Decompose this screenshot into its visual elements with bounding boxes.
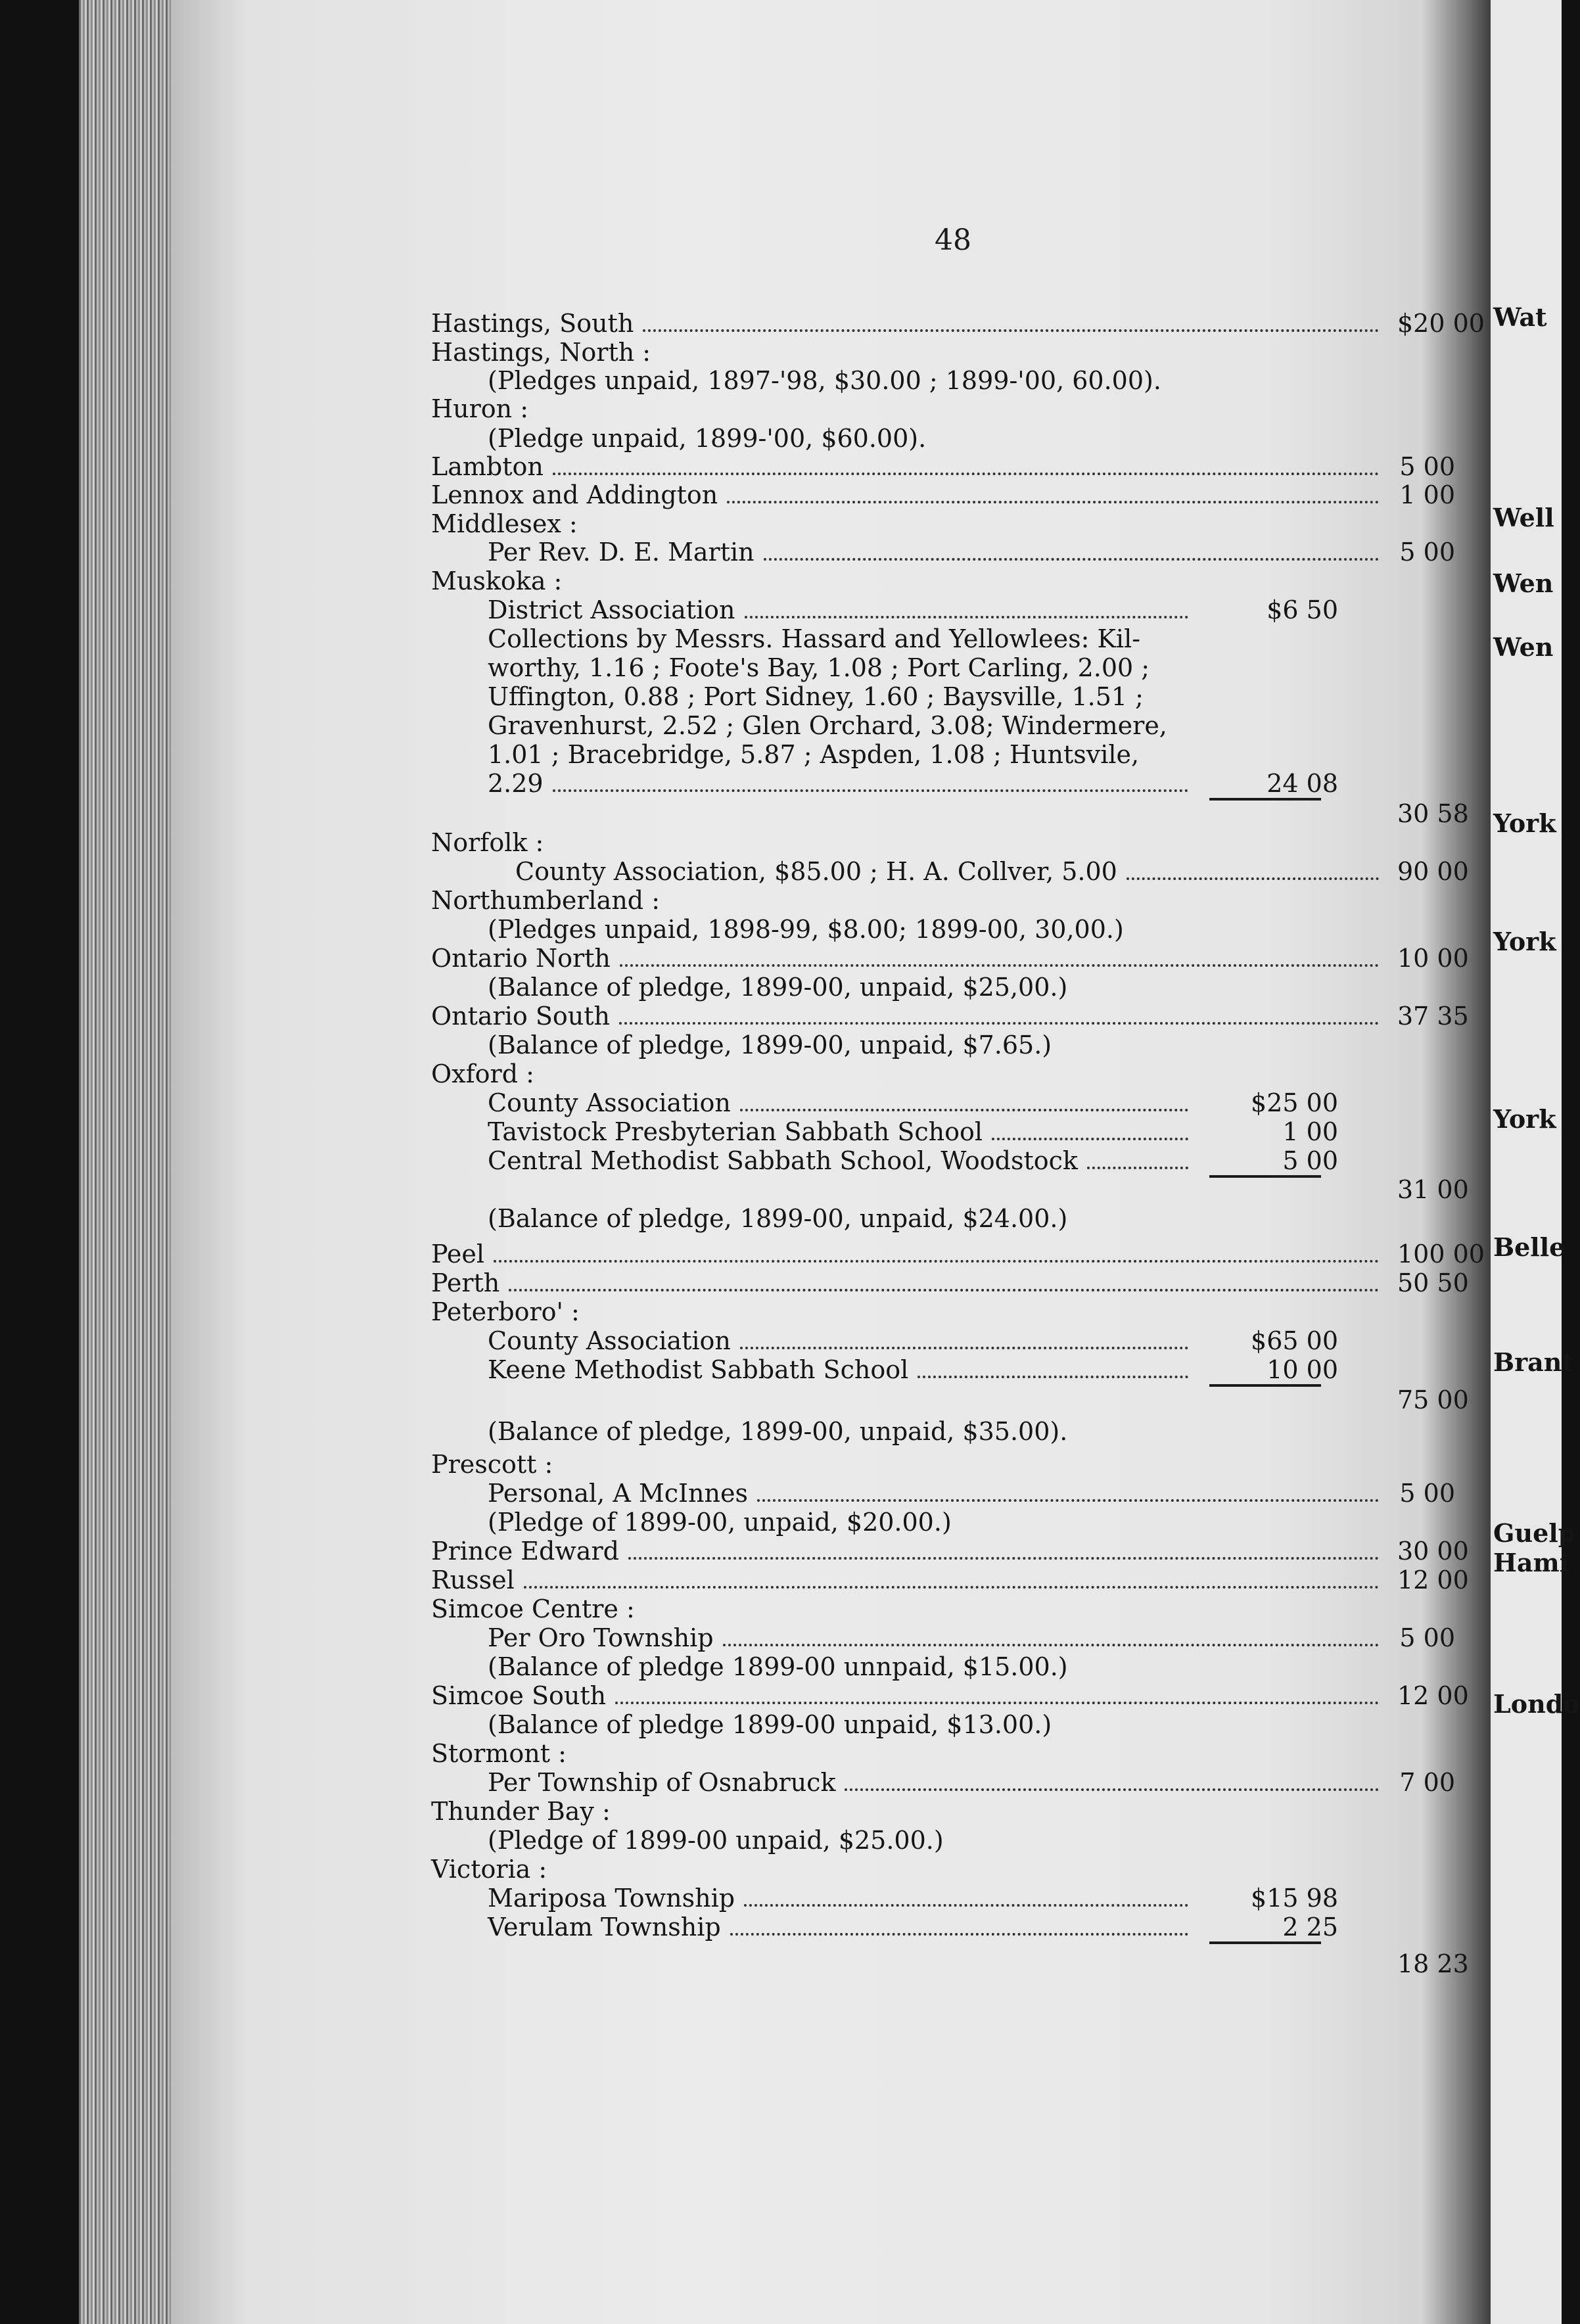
facing-page-fragment: York xyxy=(1493,808,1556,838)
dot-leader xyxy=(509,1289,1379,1291)
subtotal-amount: 24 08 xyxy=(1266,769,1338,798)
ledger-label: Hastings, North : xyxy=(431,338,651,367)
ledger-label: 2.29 xyxy=(488,769,544,798)
page-edges xyxy=(79,0,177,2324)
ledger-line xyxy=(431,886,1456,915)
subtotal-amount: 10 00 xyxy=(1266,1355,1338,1384)
ledger-label: Per Rev. D. E. Martin xyxy=(488,538,755,567)
ledger-line xyxy=(431,1566,1469,1594)
dot-leader xyxy=(845,1788,1379,1791)
ledger-line xyxy=(488,682,1456,711)
ledger-label: Peterboro' : xyxy=(431,1297,580,1326)
ledger-label: Simcoe South xyxy=(431,1681,607,1710)
ledger-label: worthy, 1.16 ; Foote's Bay, 1.08 ; Port Carling, 2.00 ; xyxy=(488,653,1150,682)
ledger-label: (Balance of pledge 1899-00 unnpaid, $15.00.) xyxy=(488,1652,1068,1681)
ledger-line xyxy=(431,1297,1456,1326)
ledger-line xyxy=(431,1268,1469,1297)
ledger-line xyxy=(431,1797,1456,1826)
facing-page-fragment: Wat xyxy=(1493,302,1547,332)
ledger-label: Personal, A McInnes xyxy=(488,1479,748,1508)
ledger-label: Victoria : xyxy=(431,1855,547,1884)
ledger-label: Russel xyxy=(431,1566,515,1594)
ledger-line xyxy=(431,309,1485,338)
ledger-line xyxy=(488,1355,1456,1384)
ledger-label: (Pledge of 1899-00, unpaid, $20.00.) xyxy=(488,1508,952,1537)
facing-page-fragment: Guelp xyxy=(1493,1518,1576,1548)
dot-leader xyxy=(764,558,1379,561)
total-amount: 5 00 xyxy=(1399,452,1455,481)
total-amount: 100 00 xyxy=(1397,1240,1485,1268)
ledger-line xyxy=(431,828,1456,857)
ledger-line xyxy=(488,624,1456,653)
ledger-label: Middlesex : xyxy=(431,509,578,538)
ledger-line xyxy=(431,452,1456,481)
ledger-line xyxy=(431,1002,1469,1031)
ledger-label: (Balance of pledge, 1899-00, unpaid, $7.65.) xyxy=(488,1031,1052,1059)
facing-page-fragment: Wen xyxy=(1493,632,1554,662)
ledger-label: Hastings, South xyxy=(431,309,634,338)
ledger-line xyxy=(431,1059,1456,1088)
facing-page xyxy=(1491,0,1580,2324)
total-amount: 5 00 xyxy=(1399,1479,1455,1508)
ledger-line xyxy=(488,1479,1456,1508)
ledger-line xyxy=(488,740,1456,769)
dot-leader xyxy=(553,789,1188,792)
subtotal-amount: $6 50 xyxy=(1266,595,1338,624)
ledger-label: Ontario South xyxy=(431,1002,610,1031)
dot-leader xyxy=(727,501,1379,503)
facing-page-fragment: Well xyxy=(1493,503,1554,532)
total-amount: 5 00 xyxy=(1399,1623,1455,1652)
ledger-line xyxy=(431,1739,1456,1768)
total-amount: 10 00 xyxy=(1397,944,1469,973)
dot-leader xyxy=(1087,1167,1188,1169)
ledger-label: District Association xyxy=(488,595,735,624)
ledger-line xyxy=(431,1385,1469,1414)
ledger-label: Ontario North xyxy=(431,944,611,973)
ledger-line xyxy=(431,1450,1456,1479)
total-amount: 30 00 xyxy=(1397,1537,1469,1566)
ledger-line xyxy=(431,1240,1485,1268)
facing-page-fragment: Hami xyxy=(1493,1548,1569,1577)
ledger-line xyxy=(488,1710,1456,1739)
ledger-label: Central Methodist Sabbath School, Woodstock xyxy=(488,1146,1078,1175)
facing-page-fragment: York xyxy=(1493,927,1556,956)
total-amount: 37 35 xyxy=(1397,1002,1469,1031)
ledger-line xyxy=(488,1088,1456,1117)
dot-leader xyxy=(740,1347,1188,1349)
ledger-label: Tavistock Presbyterian Sabbath School xyxy=(488,1117,983,1146)
ledger-line xyxy=(488,973,1456,1002)
ledger-line xyxy=(488,538,1456,567)
subtotal-amount: $15 98 xyxy=(1251,1884,1338,1913)
ledger-line xyxy=(488,1326,1456,1355)
ledger-line xyxy=(488,1508,1456,1537)
ledger-label: (Pledge unpaid, 1899-'00, $60.00). xyxy=(488,424,927,453)
ledger-line xyxy=(431,480,1456,509)
ledger-label: (Balance of pledge 1899-00 unpaid, $13.00.) xyxy=(488,1710,1052,1739)
total-amount: 18 23 xyxy=(1397,1949,1469,1978)
total-amount: 90 00 xyxy=(1397,857,1469,886)
ledger-line xyxy=(431,1949,1469,1978)
dot-leader xyxy=(619,1022,1379,1025)
ledger-line xyxy=(488,1117,1456,1146)
ledger-line xyxy=(488,366,1456,395)
dot-leader xyxy=(1127,877,1379,880)
ledger-label: (Balance of pledge, 1899-00, unpaid, $35.00). xyxy=(488,1417,1068,1446)
ledger-line xyxy=(431,394,1456,423)
dot-leader xyxy=(723,1644,1379,1646)
facing-page-fragment: Belle xyxy=(1493,1232,1566,1262)
ledger-label: Stormont : xyxy=(431,1739,567,1768)
ledger-line xyxy=(431,944,1469,973)
ledger-label: Lennox and Addington xyxy=(431,480,718,509)
ledger-label: Simcoe Centre : xyxy=(431,1594,635,1623)
total-amount: 75 00 xyxy=(1397,1385,1469,1414)
subtotal-amount: 1 00 xyxy=(1282,1117,1338,1146)
total-amount: 12 00 xyxy=(1397,1681,1469,1710)
total-amount: 7 00 xyxy=(1399,1768,1455,1797)
subtotal-amount: $65 00 xyxy=(1251,1326,1338,1355)
total-amount: 12 00 xyxy=(1397,1566,1469,1594)
ledger-line xyxy=(431,799,1469,828)
ledger-line xyxy=(488,653,1456,682)
ledger-label: (Pledges unpaid, 1898-99, $8.00; 1899-00, 30,00.) xyxy=(488,915,1124,944)
ledger-label: Prince Edward xyxy=(431,1537,619,1566)
ledger-line xyxy=(431,1855,1456,1884)
ledger-label: Perth xyxy=(431,1268,500,1297)
ledger-label: Thunder Bay : xyxy=(431,1797,611,1826)
ledger-label: Lambton xyxy=(431,452,544,481)
ledger-label: Northumberland : xyxy=(431,886,661,915)
dot-leader xyxy=(740,1109,1188,1111)
ledger-line xyxy=(488,1031,1456,1059)
ledger-label: Oxford : xyxy=(431,1059,534,1088)
facing-page-fragment: Wen xyxy=(1493,569,1554,598)
ledger-line xyxy=(488,1204,1456,1233)
ledger-line xyxy=(488,1884,1456,1913)
total-amount: 50 50 xyxy=(1397,1268,1469,1297)
ledger-line xyxy=(431,1681,1469,1710)
ledger-label: Muskoka : xyxy=(431,567,563,595)
dot-leader xyxy=(744,1904,1188,1907)
ledger-label: Gravenhurst, 2.52 ; Glen Orchard, 3.08; Windermere, xyxy=(488,711,1167,740)
facing-page-fragment: Brant xyxy=(1493,1347,1573,1377)
ledger-line xyxy=(488,915,1456,944)
ledger-label: County Association xyxy=(488,1326,731,1355)
dot-leader xyxy=(628,1557,1379,1560)
facing-page-fragment: Londo xyxy=(1493,1689,1580,1719)
ledger-label: Mariposa Township xyxy=(488,1884,735,1913)
ledger-line xyxy=(431,1594,1456,1623)
ledger-label: County Association xyxy=(488,1088,731,1117)
ledger-line xyxy=(431,509,1456,538)
total-amount: 31 00 xyxy=(1397,1175,1469,1204)
ledger-label: Peel xyxy=(431,1240,484,1268)
ledger-line xyxy=(515,857,1469,886)
ledger-label: County Association, $85.00 ; H. A. Collver, 5.00 xyxy=(515,857,1117,886)
ledger-label: (Balance of pledge, 1899-00, unpaid, $25,00.) xyxy=(488,973,1068,1002)
ledger-label: (Pledges unpaid, 1897-'98, $30.00 ; 1899-'00, 60.00). xyxy=(488,366,1161,395)
ledger-label: Verulam Township xyxy=(488,1913,721,1941)
ledger-line xyxy=(488,711,1456,740)
ledger-line xyxy=(488,1417,1456,1446)
ledger-label: (Pledge of 1899-00 unpaid, $25.00.) xyxy=(488,1826,944,1855)
sum-rule xyxy=(1209,1941,1321,1944)
page-number: 48 xyxy=(935,223,971,257)
ledger-line xyxy=(488,1652,1456,1681)
ledger-line xyxy=(488,769,1456,798)
ledger-label: Uffington, 0.88 ; Port Sidney, 1.60 ; Baysville, 1.51 ; xyxy=(488,682,1144,711)
subtotal-amount: 2 25 xyxy=(1282,1913,1338,1941)
ledger-line xyxy=(488,424,1456,453)
ledger-label: Keene Methodist Sabbath School xyxy=(488,1355,909,1384)
ledger-line xyxy=(431,1175,1469,1204)
ledger-label: 1.01 ; Bracebridge, 5.87 ; Aspden, 1.08 ; Huntsvile, xyxy=(488,740,1140,769)
total-amount: 1 00 xyxy=(1399,480,1455,509)
dot-leader xyxy=(745,616,1188,618)
dot-leader xyxy=(992,1138,1188,1140)
dot-leader xyxy=(494,1260,1379,1263)
ledger-line xyxy=(431,1537,1469,1566)
dot-leader xyxy=(615,1702,1379,1704)
ledger-label: Collections by Messrs. Hassard and Yellowlees: Kil- xyxy=(488,624,1141,653)
dot-leader xyxy=(757,1499,1379,1502)
ledger-line xyxy=(488,595,1456,624)
dot-leader xyxy=(620,964,1379,967)
ledger-line xyxy=(488,1913,1456,1941)
total-amount: 30 58 xyxy=(1397,799,1469,828)
dot-leader xyxy=(643,329,1379,332)
ledger-label: Huron : xyxy=(431,394,529,423)
ledger-label: Per Oro Township xyxy=(488,1623,714,1652)
dot-leader xyxy=(918,1376,1188,1378)
ledger-label: Per Township of Osnabruck xyxy=(488,1768,836,1797)
ledger-line xyxy=(431,338,1456,367)
dot-leader xyxy=(553,473,1379,475)
ledger-line xyxy=(488,1826,1456,1855)
dot-leader xyxy=(524,1586,1379,1589)
ledger-line xyxy=(431,567,1456,595)
ledger-label: Norfolk : xyxy=(431,828,544,857)
subtotal-amount: $25 00 xyxy=(1251,1088,1338,1117)
ledger-label: (Balance of pledge, 1899-00, unpaid, $24.00.) xyxy=(488,1204,1068,1233)
facing-page-fragment: York xyxy=(1493,1104,1556,1134)
ledger-line xyxy=(488,1146,1456,1175)
total-amount: 5 00 xyxy=(1399,538,1455,567)
ledger-line xyxy=(488,1768,1456,1797)
total-amount: $20 00 xyxy=(1397,309,1485,338)
subtotal-amount: 5 00 xyxy=(1282,1146,1338,1175)
ledger-line xyxy=(488,1623,1456,1652)
ledger-label: Prescott : xyxy=(431,1450,553,1479)
dot-leader xyxy=(730,1933,1188,1936)
